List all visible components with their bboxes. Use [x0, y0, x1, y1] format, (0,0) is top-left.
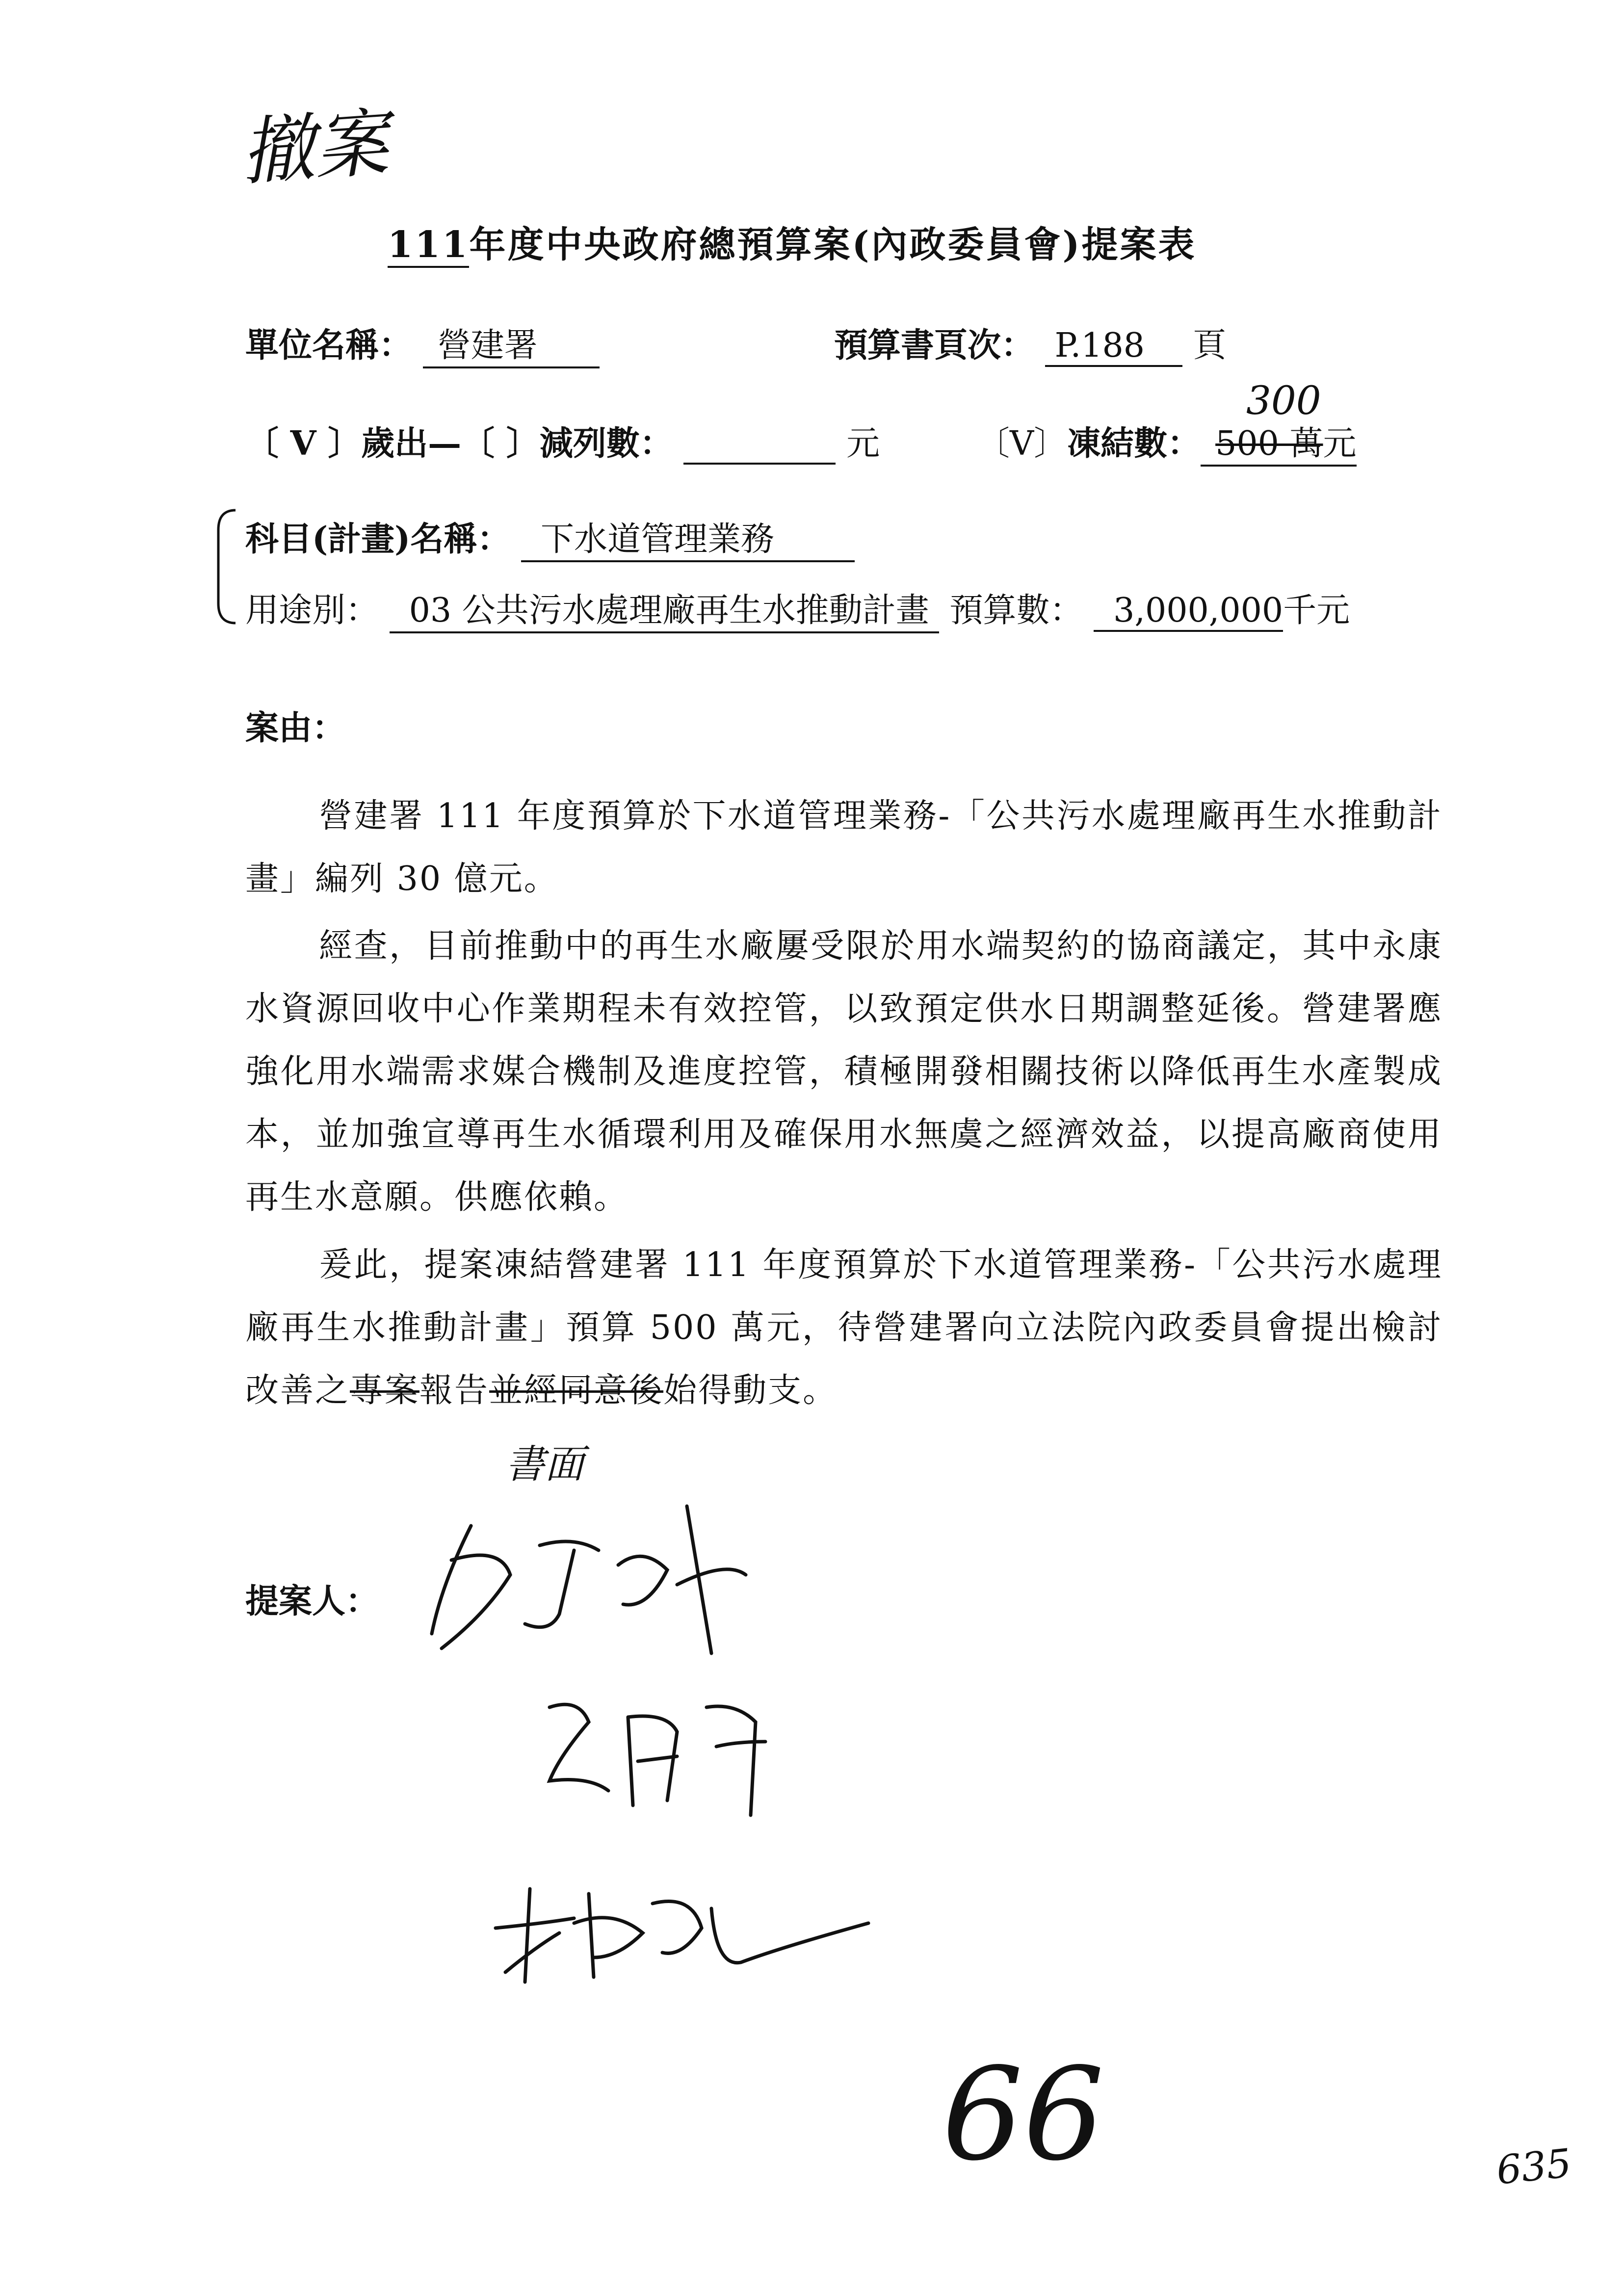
page-ref-label: 預算書頁次： [834, 326, 1035, 365]
signature-1 [412, 1487, 765, 1663]
corner-number-annotation: 635 [1494, 2140, 1574, 2193]
reason-paragraph-2: 經查，目前推動中的再生水廠屢受限於用水端契約的協商議定，其中永康水資源回收中心作業期程未有效控管，以致預定供水日期調整延後。營建署應強化用水端需求媒合機制及進度控管，積極開發相關技術以降低再生水產製成本，並加強宣導再生水循環利用及確保用水無虞之經濟效益，以提高廠商使用再生水意願。供應依賴。 [245, 927, 1442, 1217]
proposer-label: 提案人： [245, 1582, 379, 1621]
amount-unit: 千元 [1283, 591, 1350, 630]
title-text: 年度中央政府總預算案(內政委員會)提案表 [469, 224, 1197, 266]
freeze-unit: 元 [1323, 417, 1357, 467]
reason-label: 案由： [245, 708, 346, 748]
freeze-value: 500 萬 [1201, 417, 1323, 467]
usage-row [245, 584, 1350, 633]
budget-row [245, 417, 880, 465]
p3-text-c: 始得動支。 [663, 1371, 838, 1410]
usage-value: 03 公共污水處理廠再生水推動計畫 [390, 584, 939, 633]
freeze-label: 凍結數： [1067, 424, 1201, 463]
freeze-correction-annotation: 300 [1246, 378, 1321, 423]
subject-value: 下水道管理業務 [521, 513, 855, 562]
withdraw-annotation: 撤案 [238, 100, 391, 196]
usage-label: 用途別： [245, 591, 379, 630]
written-form-annotation: 書面 [505, 1441, 584, 1487]
subject-bracket [211, 505, 240, 628]
reduce-label: 減列數： [539, 424, 673, 463]
reduce-blank [683, 428, 836, 465]
page-ref-value: P.188 [1045, 326, 1182, 367]
reason-paragraph-3 [245, 1234, 1442, 1422]
expense-checkbox: 〔 V 〕歲出—〔 〕 [245, 424, 540, 463]
p3-strike-1: 專案 [350, 1371, 420, 1410]
p3-text-b: 報告 [419, 1371, 490, 1410]
page-ref-suffix: 頁 [1193, 326, 1227, 365]
signature-2 [530, 1668, 795, 1825]
unit-label: 單位名稱： [245, 326, 413, 365]
signature-3 [486, 1874, 888, 1992]
freeze-row [976, 417, 1357, 467]
reduce-unit: 元 [846, 424, 880, 463]
page-title [388, 216, 1197, 268]
unit-row [245, 319, 600, 368]
page-ref-row [834, 319, 1226, 367]
reason-paragraph-1: 營建署 111 年度預算於下水道管理業務-「公共污水處理廠再生水推動計畫」編列 30 億元。 [245, 797, 1442, 898]
p3-text-a: 爰此，提案凍結營建署 111 年度預算於下水道管理業務-「公共污水處理廠再生水推動計畫」預算 500 萬元，待營建署向立法院內政委員會提出檢討改善之 [245, 1246, 1442, 1410]
unit-value: 營建署 [423, 319, 600, 368]
p3-strike-2: 並經同意後 [489, 1371, 664, 1410]
page-number-annotation: 66 [942, 2041, 1104, 2189]
freeze-checkbox: 〔V〕 [976, 424, 1068, 463]
subject-row [245, 513, 855, 562]
amount-label: 預算數： [949, 591, 1083, 630]
amount-value: 3,000,000 [1094, 591, 1283, 632]
title-year: 111 [388, 224, 469, 268]
subject-label: 科目(計畫)名稱： [245, 520, 511, 559]
